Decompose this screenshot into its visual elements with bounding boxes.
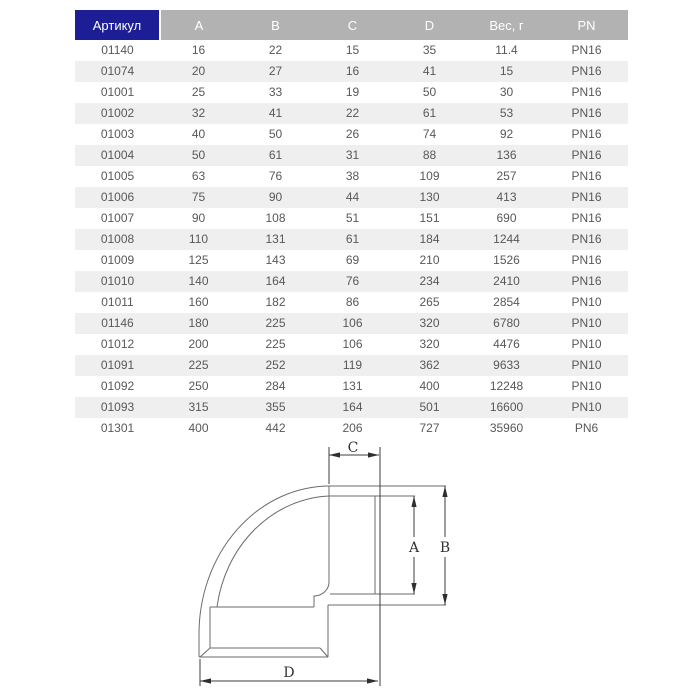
cell: PN10: [571, 358, 602, 372]
cell: 160: [188, 295, 209, 309]
column-header-article: Артикул: [75, 10, 160, 40]
cell: 01012: [100, 337, 135, 351]
cell: 109: [419, 169, 440, 183]
cell: 119: [342, 358, 363, 372]
cell: 44: [345, 190, 360, 204]
arrow-up-icon: [442, 486, 447, 497]
cell: 164: [265, 274, 286, 288]
cell: 284: [265, 379, 286, 393]
cell: 1526: [493, 253, 520, 267]
dim-label-a: A: [408, 540, 420, 556]
cell: 92: [499, 127, 514, 141]
cell: 40: [191, 127, 206, 141]
cell: PN16: [571, 274, 602, 288]
cell: 01091: [100, 358, 135, 372]
cell: 1244: [493, 232, 520, 246]
cell: 136: [496, 148, 517, 162]
cell: PN10: [571, 316, 602, 330]
cell: 38: [345, 169, 360, 183]
cell: 727: [419, 421, 440, 435]
cell: PN16: [571, 253, 602, 267]
cell: PN10: [571, 379, 602, 393]
cell: 164: [342, 400, 363, 414]
cell: PN16: [571, 85, 602, 99]
cell: 35: [422, 43, 437, 57]
cell: PN16: [571, 106, 602, 120]
cell: 01002: [100, 106, 135, 120]
arrow-down-icon: [411, 583, 416, 594]
cell: 15: [345, 43, 360, 57]
arrow-right-icon: [367, 678, 378, 683]
cell: 225: [265, 337, 286, 351]
cell: 131: [342, 379, 363, 393]
fitting-outline: [199, 486, 446, 657]
cell: 16: [191, 43, 206, 57]
cell: 2854: [493, 295, 520, 309]
cell: 01004: [100, 148, 135, 162]
arrow-up-icon: [411, 496, 416, 507]
column-header: PN: [545, 10, 628, 40]
cell: PN10: [571, 337, 602, 351]
cell: 16: [345, 64, 360, 78]
cell: 182: [265, 295, 286, 309]
cell: 400: [188, 421, 209, 435]
cell: 01140: [101, 43, 134, 57]
dim-label-b: B: [439, 540, 451, 556]
cell: 01008: [100, 232, 135, 246]
cell: 61: [422, 106, 437, 120]
cell: 19: [345, 85, 360, 99]
cell: PN10: [571, 295, 602, 309]
cell: 01146: [101, 316, 134, 330]
cell: 690: [496, 211, 517, 225]
cell: 01010: [100, 274, 135, 288]
cell: 01011: [101, 295, 134, 309]
cell: 140: [188, 274, 209, 288]
cell: 31: [345, 148, 360, 162]
cell: 252: [265, 358, 286, 372]
cell: 265: [419, 295, 440, 309]
column-header: C: [314, 10, 391, 40]
cell: 225: [265, 316, 286, 330]
cell: 61: [268, 148, 283, 162]
cell: 63: [191, 169, 206, 183]
cell: 22: [268, 43, 283, 57]
arrow-left-icon: [329, 452, 340, 457]
cell: 225: [188, 358, 209, 372]
cell: 01006: [100, 190, 135, 204]
cell: 106: [342, 316, 363, 330]
cell: 01005: [100, 169, 135, 183]
cell: 76: [268, 169, 283, 183]
cell: 53: [499, 106, 514, 120]
cell: 501: [419, 400, 440, 414]
column-header: A: [160, 10, 237, 40]
cell: 01009: [100, 253, 135, 267]
cell: 11.4: [495, 43, 518, 57]
cell: 90: [268, 190, 283, 204]
column-header: B: [237, 10, 314, 40]
cell: 01007: [100, 211, 135, 225]
cell: 01093: [100, 400, 135, 414]
cell: PN16: [571, 148, 602, 162]
cell: 76: [345, 274, 360, 288]
cell: 184: [419, 232, 440, 246]
cell: 50: [422, 85, 437, 99]
cell: 30: [499, 85, 514, 99]
cell: 143: [265, 253, 286, 267]
cell: 2410: [493, 274, 520, 288]
cell: 61: [345, 232, 360, 246]
cell: 206: [342, 421, 363, 435]
cell: 51: [345, 211, 360, 225]
cell: 400: [419, 379, 440, 393]
cell: 50: [191, 148, 206, 162]
cell: PN6: [574, 421, 599, 435]
cell: 32: [191, 106, 206, 120]
cell: PN16: [571, 232, 602, 246]
cell: 413: [496, 190, 517, 204]
cell: PN16: [571, 211, 602, 225]
cell: 33: [268, 85, 283, 99]
cell: 41: [268, 106, 283, 120]
cell: 6780: [493, 316, 520, 330]
cell: 01001: [100, 85, 135, 99]
cell: 257: [496, 169, 517, 183]
cell: PN16: [571, 169, 602, 183]
cell: 01003: [100, 127, 135, 141]
cell: 131: [265, 232, 286, 246]
cell: 320: [419, 316, 440, 330]
cell: 01074: [100, 64, 135, 78]
arrow-down-icon: [442, 594, 447, 605]
cell: 26: [345, 127, 360, 141]
cell: 355: [265, 400, 286, 414]
cell: 41: [422, 64, 437, 78]
cell: PN16: [571, 43, 602, 57]
cell: 106: [342, 337, 363, 351]
dimension-lines: [200, 447, 451, 686]
cell: 320: [419, 337, 440, 351]
cell: 01092: [100, 379, 135, 393]
cell: 234: [419, 274, 440, 288]
cell: 180: [188, 316, 209, 330]
cell: PN16: [571, 127, 602, 141]
dim-label-c: C: [347, 440, 359, 456]
cell: 210: [419, 253, 440, 267]
cell: 88: [422, 148, 437, 162]
cell: PN10: [571, 400, 602, 414]
dim-label-d: D: [283, 665, 295, 681]
cell: 9633: [493, 358, 520, 372]
cell: 22: [345, 106, 360, 120]
cell: 362: [419, 358, 440, 372]
cell: 130: [419, 190, 440, 204]
column-header: D: [391, 10, 468, 40]
cell: 15: [499, 64, 514, 78]
cell: 20: [191, 64, 206, 78]
cell: PN16: [571, 64, 602, 78]
cell: 50: [268, 127, 283, 141]
cell: 12248: [489, 379, 524, 393]
cell: 01301: [100, 421, 135, 435]
cell: 25: [191, 85, 206, 99]
column-header: Вес, г: [468, 10, 545, 40]
cell: 86: [345, 295, 360, 309]
cell: 4476: [493, 337, 520, 351]
arrow-left-icon: [200, 678, 211, 683]
cell: PN16: [571, 190, 602, 204]
cell: 108: [265, 211, 286, 225]
cell: 200: [188, 337, 209, 351]
cell: 90: [191, 211, 206, 225]
cell: 16600: [489, 400, 524, 414]
cell: 250: [188, 379, 209, 393]
cell: 69: [345, 253, 360, 267]
cell: 110: [188, 232, 209, 246]
cell: 75: [191, 190, 206, 204]
cell: 125: [188, 253, 209, 267]
cell: 442: [265, 421, 286, 435]
cell: 35960: [489, 421, 524, 435]
arrow-right-icon: [368, 452, 379, 457]
cell: 315: [188, 400, 209, 414]
cell: 74: [422, 127, 437, 141]
cell: 151: [419, 211, 440, 225]
cell: 27: [268, 64, 283, 78]
